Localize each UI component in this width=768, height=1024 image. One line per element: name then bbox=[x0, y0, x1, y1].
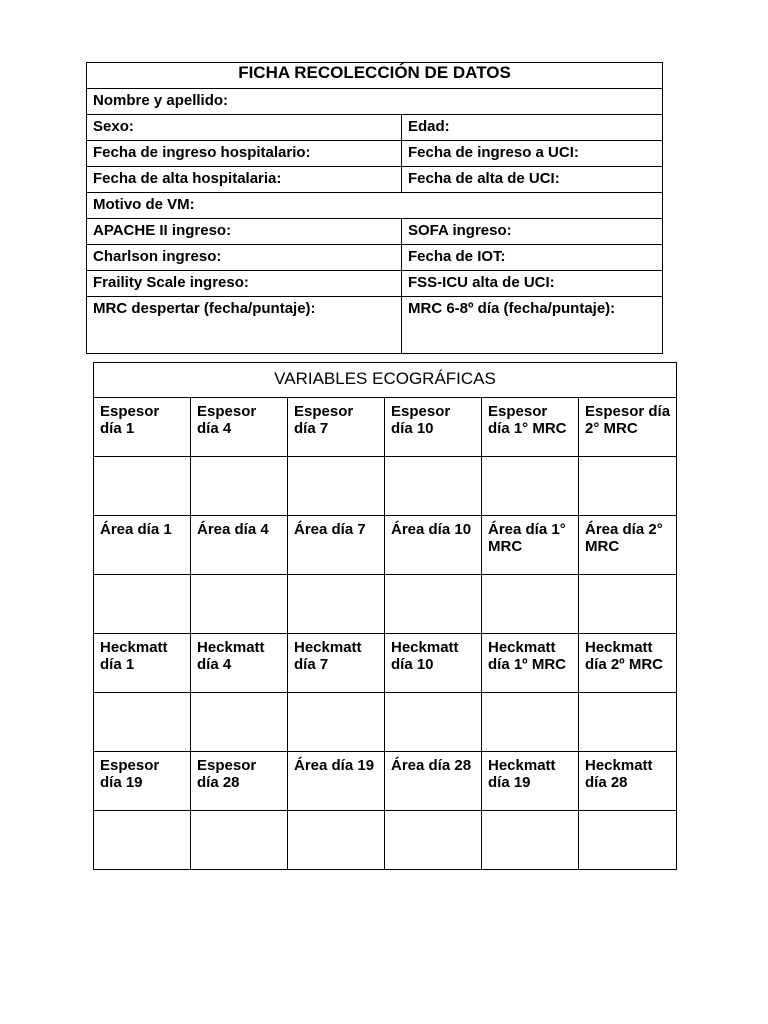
field-mrc-6-8: MRC 6-8º día (fecha/puntaje): bbox=[402, 297, 663, 354]
eco-label: Área día 7 bbox=[288, 516, 385, 575]
eco-label: Espesor día 4 bbox=[191, 398, 288, 457]
patient-data-table bbox=[86, 62, 663, 354]
field-fecha-ingreso-uci: Fecha de ingreso a UCI: bbox=[402, 141, 663, 167]
eco-value-cell[interactable] bbox=[482, 457, 579, 516]
eco-value-cell[interactable] bbox=[94, 811, 191, 870]
field-fecha-ingreso-hosp: Fecha de ingreso hospitalario: bbox=[87, 141, 402, 167]
eco-label: Área día 4 bbox=[191, 516, 288, 575]
field-fss-icu: FSS-ICU alta de UCI: bbox=[402, 271, 663, 297]
eco-value-cell[interactable] bbox=[191, 457, 288, 516]
eco-label: Área día 10 bbox=[385, 516, 482, 575]
eco-label: Heckmatt día 7 bbox=[288, 634, 385, 693]
eco-value-cell[interactable] bbox=[385, 457, 482, 516]
field-charlson: Charlson ingreso: bbox=[87, 245, 402, 271]
eco-value-cell[interactable] bbox=[191, 811, 288, 870]
eco-label: Espesor día 1° MRC bbox=[482, 398, 579, 457]
eco-label: Heckmatt día 10 bbox=[385, 634, 482, 693]
eco-value-cell[interactable] bbox=[385, 811, 482, 870]
eco-label: Heckmatt día 4 bbox=[191, 634, 288, 693]
eco-label: Espesor día 2° MRC bbox=[579, 398, 677, 457]
field-nombre: Nombre y apellido: bbox=[87, 89, 663, 115]
eco-title: VARIABLES ECOGRÁFICAS bbox=[94, 363, 677, 398]
eco-value-cell[interactable] bbox=[579, 693, 677, 752]
field-sexo: Sexo: bbox=[87, 115, 402, 141]
eco-value-cell[interactable] bbox=[482, 811, 579, 870]
eco-label: Heckmatt día 1º MRC bbox=[482, 634, 579, 693]
field-mrc-despertar: MRC despertar (fecha/puntaje): bbox=[87, 297, 402, 354]
eco-label: Heckmatt día 19 bbox=[482, 752, 579, 811]
eco-label: Área día 1 bbox=[94, 516, 191, 575]
field-fecha-alta-uci: Fecha de alta de UCI: bbox=[402, 167, 663, 193]
eco-label: Heckmatt día 28 bbox=[579, 752, 677, 811]
eco-value-cell[interactable] bbox=[482, 693, 579, 752]
field-fecha-alta-hosp: Fecha de alta hospitalaria: bbox=[87, 167, 402, 193]
eco-label: Área día 19 bbox=[288, 752, 385, 811]
eco-value-cell[interactable] bbox=[94, 693, 191, 752]
eco-label: Espesor día 10 bbox=[385, 398, 482, 457]
form-title: FICHA RECOLECCIÓN DE DATOS bbox=[87, 63, 663, 89]
eco-value-cell[interactable] bbox=[191, 693, 288, 752]
eco-label: Espesor día 1 bbox=[94, 398, 191, 457]
field-edad: Edad: bbox=[402, 115, 663, 141]
eco-value-cell[interactable] bbox=[385, 693, 482, 752]
eco-value-cell[interactable] bbox=[482, 575, 579, 634]
eco-label: Heckmatt día 1 bbox=[94, 634, 191, 693]
eco-label: Espesor día 19 bbox=[94, 752, 191, 811]
eco-value-cell[interactable] bbox=[94, 457, 191, 516]
eco-value-cell[interactable] bbox=[288, 811, 385, 870]
field-fecha-iot: Fecha de IOT: bbox=[402, 245, 663, 271]
eco-label: Área día 28 bbox=[385, 752, 482, 811]
ultrasound-variables-table bbox=[93, 362, 677, 870]
eco-value-cell[interactable] bbox=[288, 457, 385, 516]
eco-label: Área día 2° MRC bbox=[579, 516, 677, 575]
eco-value-cell[interactable] bbox=[579, 457, 677, 516]
eco-label: Espesor día 7 bbox=[288, 398, 385, 457]
field-sofa: SOFA ingreso: bbox=[402, 219, 663, 245]
eco-value-cell[interactable] bbox=[288, 575, 385, 634]
eco-value-cell[interactable] bbox=[579, 575, 677, 634]
eco-value-cell[interactable] bbox=[579, 811, 677, 870]
eco-value-cell[interactable] bbox=[288, 693, 385, 752]
field-apache: APACHE II ingreso: bbox=[87, 219, 402, 245]
eco-label: Área día 1° MRC bbox=[482, 516, 579, 575]
eco-value-cell[interactable] bbox=[94, 575, 191, 634]
eco-value-cell[interactable] bbox=[191, 575, 288, 634]
field-motivo-vm: Motivo de VM: bbox=[87, 193, 663, 219]
eco-value-cell[interactable] bbox=[385, 575, 482, 634]
field-frailty: Fraility Scale ingreso: bbox=[87, 271, 402, 297]
eco-label: Espesor día 28 bbox=[191, 752, 288, 811]
eco-label: Heckmatt día 2º MRC bbox=[579, 634, 677, 693]
